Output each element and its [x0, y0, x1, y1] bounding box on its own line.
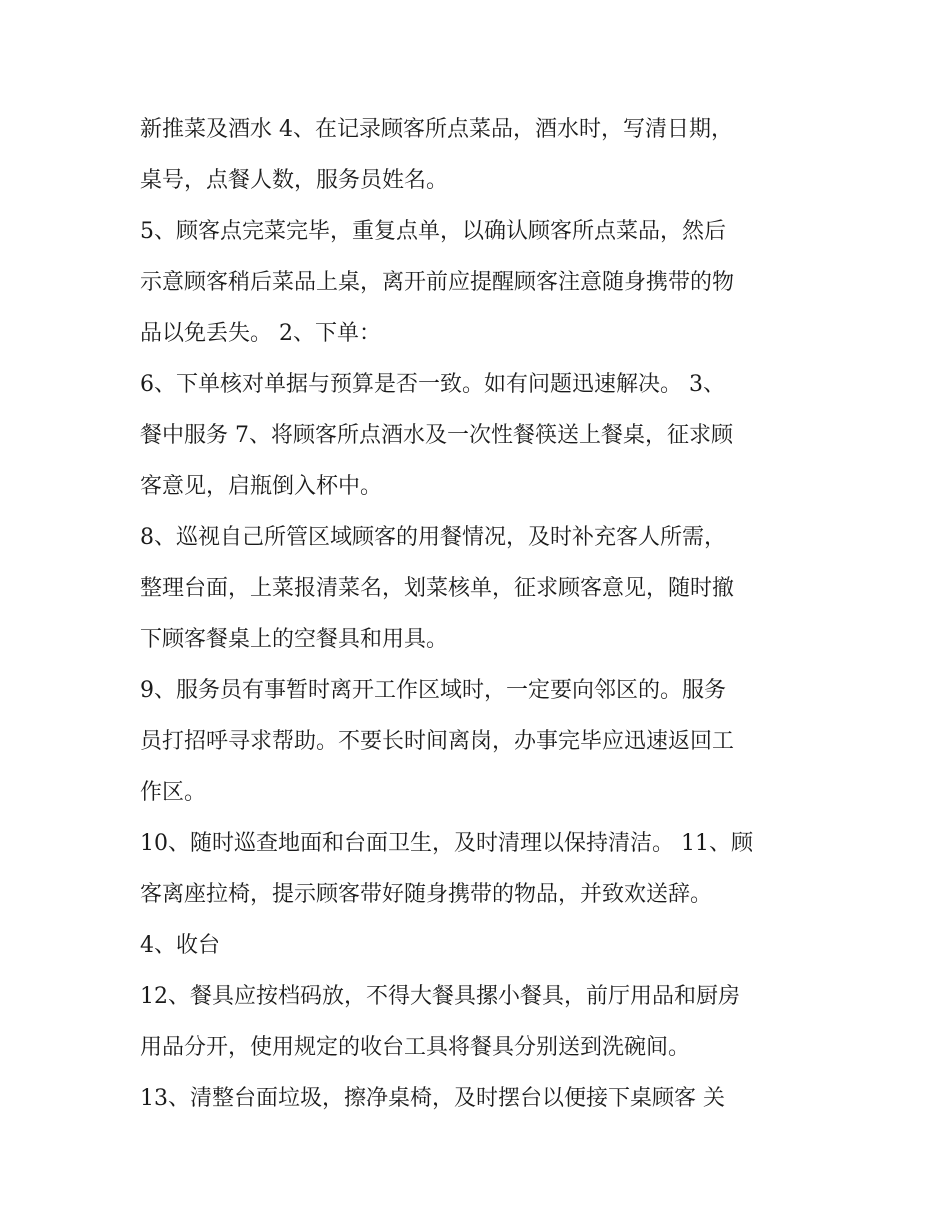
text-line: 12、餐具应按档码放，不得大餐具摞小餐具，前厅用品和厨房	[140, 984, 740, 1009]
text-line: 员打招呼寻求帮助。不要长时间离岗，办事完毕应迅速返回工	[140, 729, 735, 754]
text-line: 用品分开，使用规定的收台工具将餐具分别送到洗碗间。	[140, 1035, 691, 1060]
text-line: 下顾客餐桌上的空餐具和用具。	[140, 627, 449, 652]
text-line: 整理台面，上菜报清菜名，划菜核单，征求顾客意见，随时撤	[140, 576, 735, 601]
text-line: 5、顾客点完菜完毕，重复点单，以确认顾客所点菜品，然后	[140, 219, 726, 244]
text-line: 示意顾客稍后菜品上桌，离开前应提醒顾客注意随身携带的物	[140, 270, 735, 295]
text-line: 餐中服务 7、将顾客所点酒水及一次性餐筷送上餐桌，征求顾	[140, 423, 733, 448]
section-heading: 4、收台	[140, 933, 220, 958]
text-line: 作区。	[140, 780, 207, 805]
text-line: 6、下单核对单据与预算是否一致。如有问题迅速解决。 3、	[140, 372, 725, 397]
text-line: 客意见，启瓶倒入杯中。	[140, 474, 383, 499]
text-line: 桌号，点餐人数，服务员姓名。	[140, 168, 449, 193]
text-line: 8、巡视自己所管区域顾客的用餐情况，及时补充客人所需，	[140, 525, 726, 550]
text-line: 10、随时巡查地面和台面卫生，及时清理以保持清洁。 11、顾	[140, 831, 753, 856]
text-line: 新推菜及酒水 4、在记录顾客所点菜品，酒水时，写清日期，	[140, 117, 733, 142]
text-line: 品以免丢失。 2、下单：	[140, 321, 381, 346]
document-body	[140, 104, 820, 1124]
text-line: 9、服务员有事暂时离开工作区域时，一定要向邻区的。服务	[140, 678, 726, 703]
text-line: 13、清整台面垃圾，擦净桌椅，及时摆台以便接下桌顾客 关	[140, 1086, 725, 1111]
text-line: 客离座拉椅，提示顾客带好随身携带的物品，并致欢送辞。	[140, 882, 713, 907]
